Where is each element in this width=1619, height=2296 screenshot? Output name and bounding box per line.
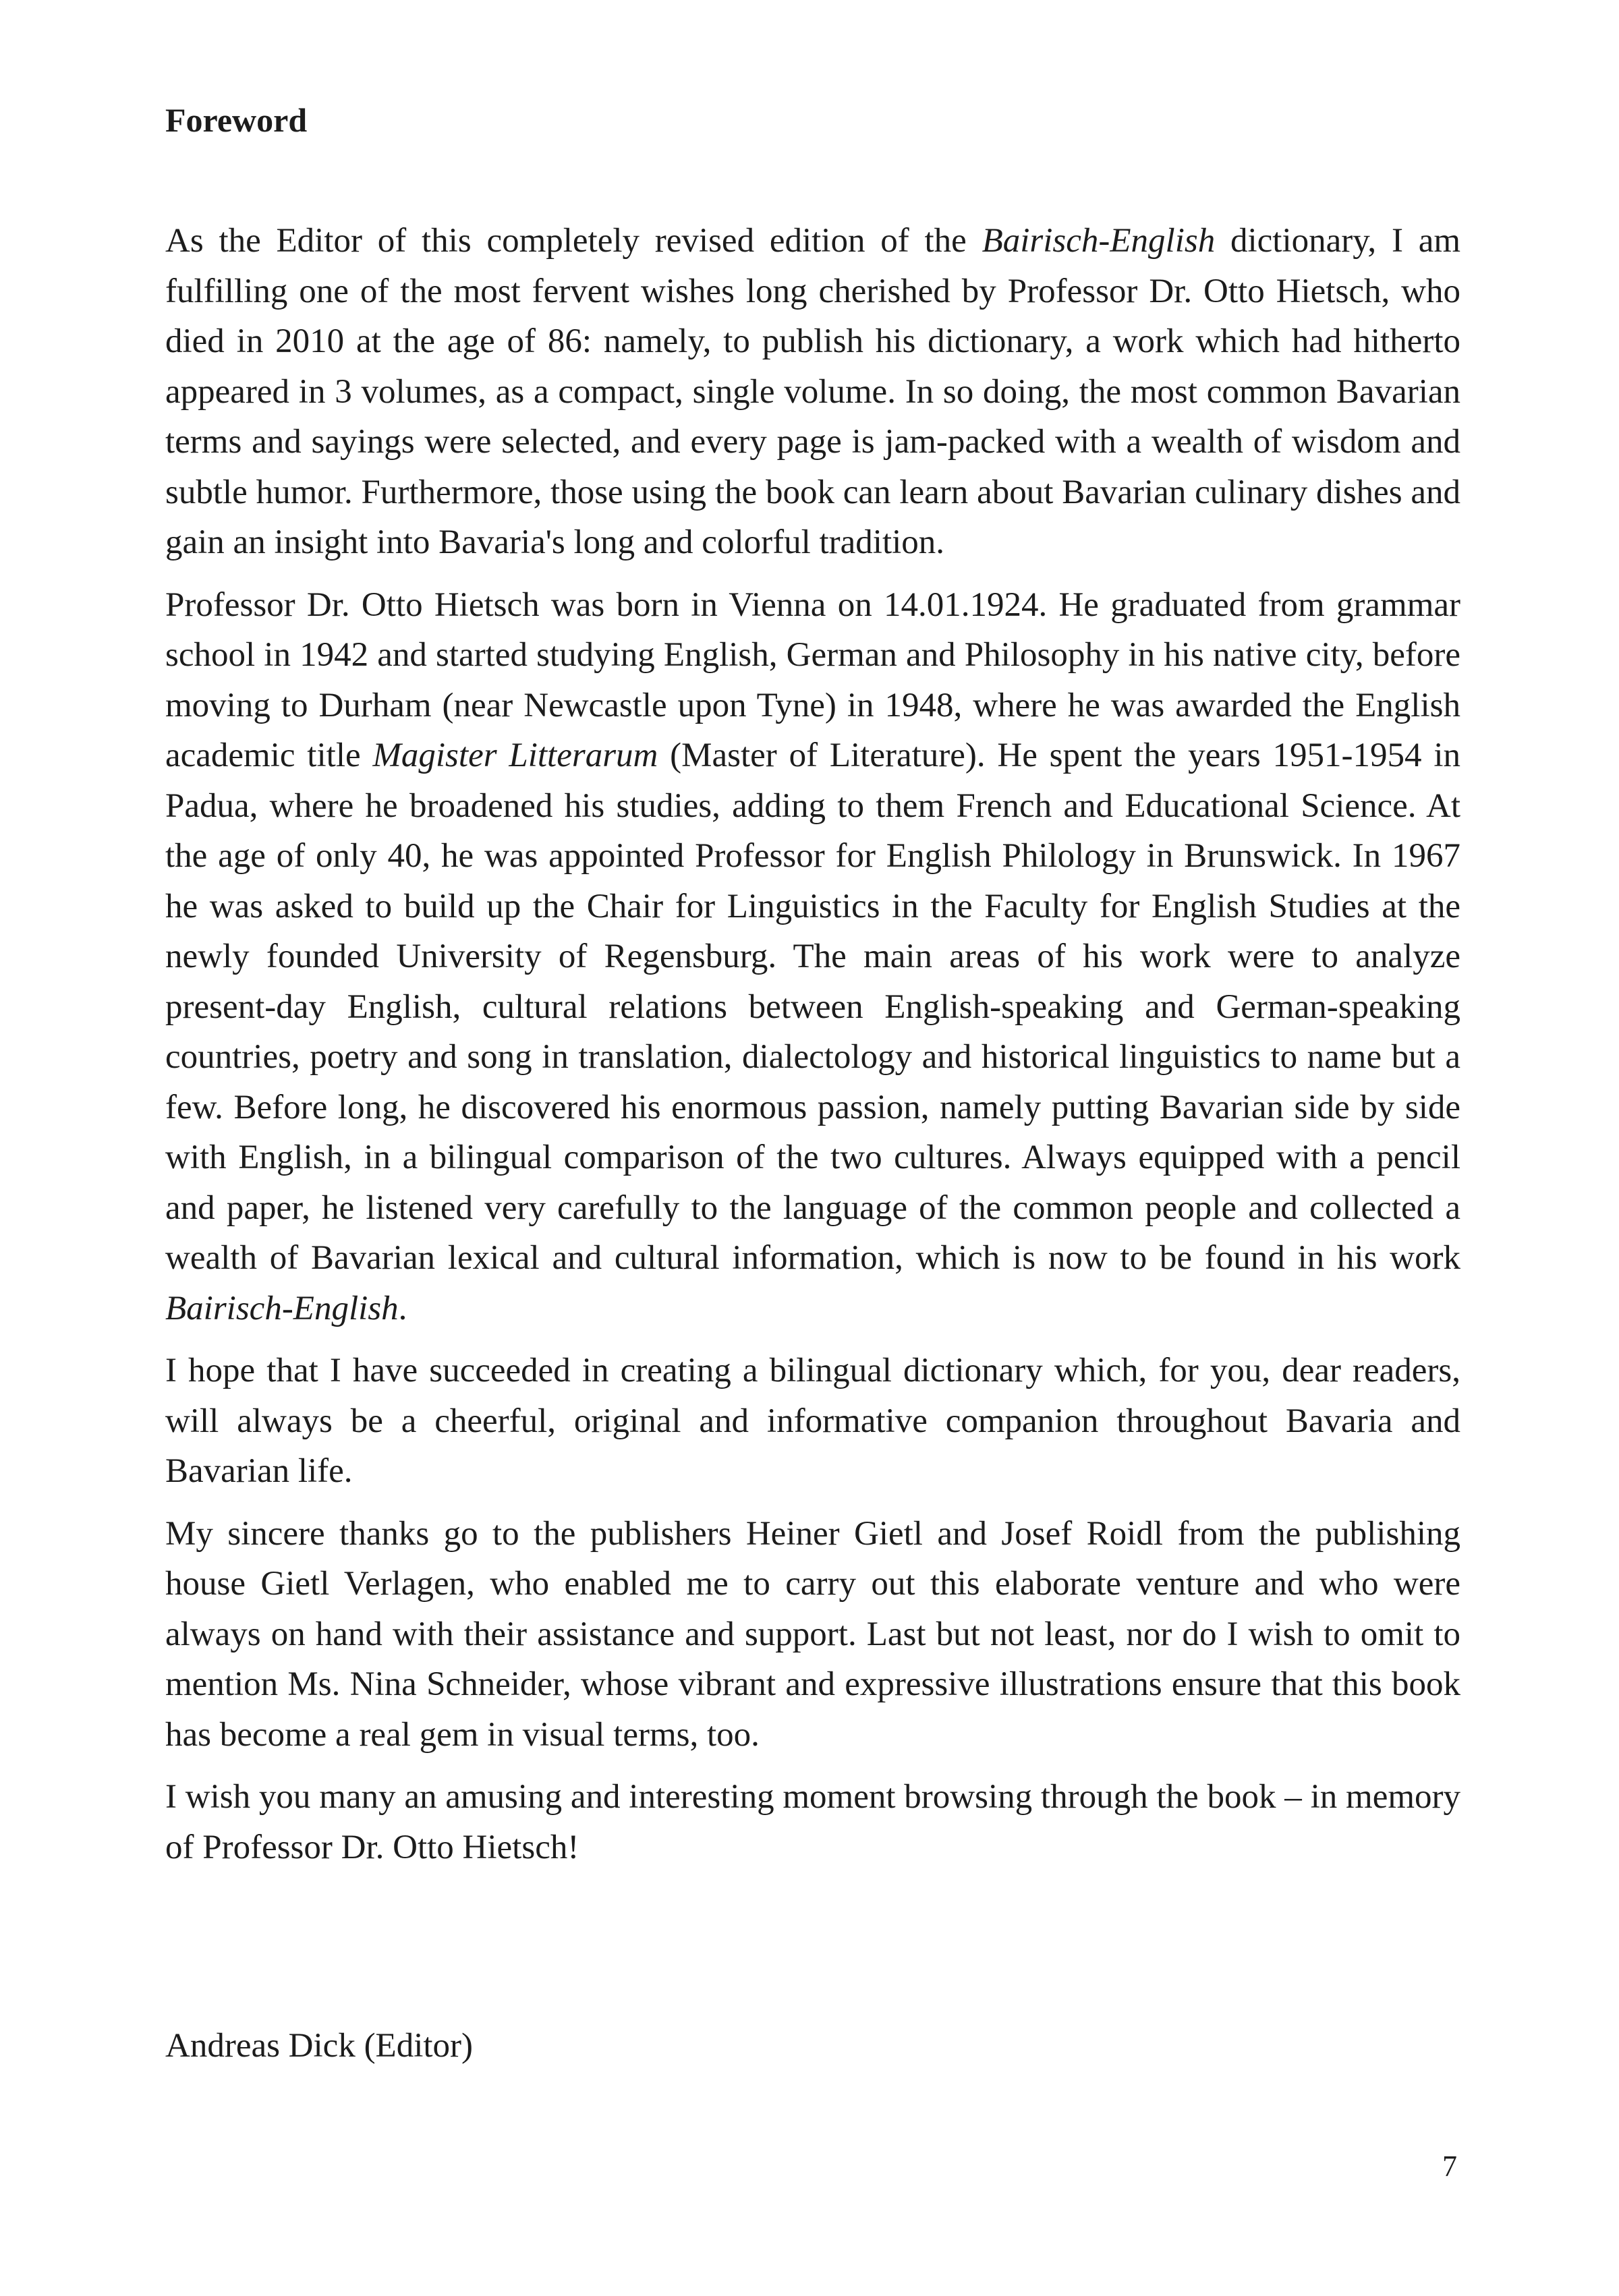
paragraph-1-text-b: dictionary, I am fulfilling one of the most fervent wishes long cherished by Professor Dr. Otto Hietsch, who died in 2010 at the age of 86: namely, to publish his dictionary, a work which had hitherto appeared in 3 volumes, as a compact, single volume. In so doing, the most common Bavarian terms and sayings were selected, and every page is jam-packed with a wealth of wisdom and subtle humor. Furthermore, those using the book can learn about Bavarian culinary dishes and gain an insight into Bavaria's long and colorful tradition. (165, 222, 1460, 561)
paragraph-1-text-a: As the Editor of this completely revised edition of the (165, 222, 982, 260)
paragraph-1 (165, 216, 1460, 568)
page-title: Foreword (165, 101, 308, 139)
foreword-body (165, 216, 1460, 1885)
paragraph-4: My sincere thanks go to the publishers Heiner Gietl and Josef Roidl from the publishing house Gietl Verlagen, who enabled me to carry out this elaborate venture and who were always on hand with their assistance and support. Last but not least, nor do I wish to omit to mention Ms. Nina Schneider, whose vibrant and expressive illustrations ensure that this book has become a real gem in visual terms, too. (165, 1514, 1460, 1754)
paragraph-2-text-b: (Master of Literature). He spent the years 1951-1954 in Padua, where he broadened his studies, adding to them French and Educational Science. At the age of only 40, he was appointed Professor for English Philology in Brunswick. In 1967 he was asked to build up the Chair for Linguistics in the Faculty for English Studies at the newly founded University of Regensburg. The main areas of his work were to analyze present-day English, cultural relations between English-speaking and German-speaking countries, poetry and song in translation, dialectology and historical linguistics to name but a few. Before long, he discovered his enormous passion, namely putting Bavarian side by side with English, in a bilingual comparison of the two cultures. Always equipped with a pencil and paper, he listened very carefully to the language of the common people and collected a wealth of Bavarian lexical and cultural information, which is now to be found in his work (165, 737, 1460, 1277)
paragraph-2 (165, 580, 1460, 1334)
paragraph-2-degree-italic: Magister Litterarum (372, 737, 658, 774)
paragraph-5: I wish you many an amusing and interesting moment browsing through the book – in memory of Professor Dr. Otto Hietsch! (165, 1778, 1460, 1866)
page-number: 7 (1442, 2150, 1457, 2183)
editor-signature: Andreas Dick (Editor) (165, 2027, 474, 2065)
paragraph-2-text-a: Professor Dr. Otto Hietsch was born in Vienna on 14.01.1924. He graduated from grammar school in 1942 and started studying English, German and Philosophy in his native city, before moving to Durham (near Newcastle upon Tyne) in 1948, where he was awarded the English academic title (165, 585, 1460, 774)
paragraph-2-title-italic: Bairisch-English (165, 1289, 399, 1327)
paragraph-3: I hope that I have succeeded in creating a bilingual dictionary which, for you, dear readers, will always be a cheerful, original and informative companion throughout Bavaria and Bavarian life. (165, 1352, 1460, 1490)
paragraph-2-text-c: . (398, 1289, 407, 1327)
paragraph-1-title-italic: Bairisch-English (982, 222, 1216, 260)
